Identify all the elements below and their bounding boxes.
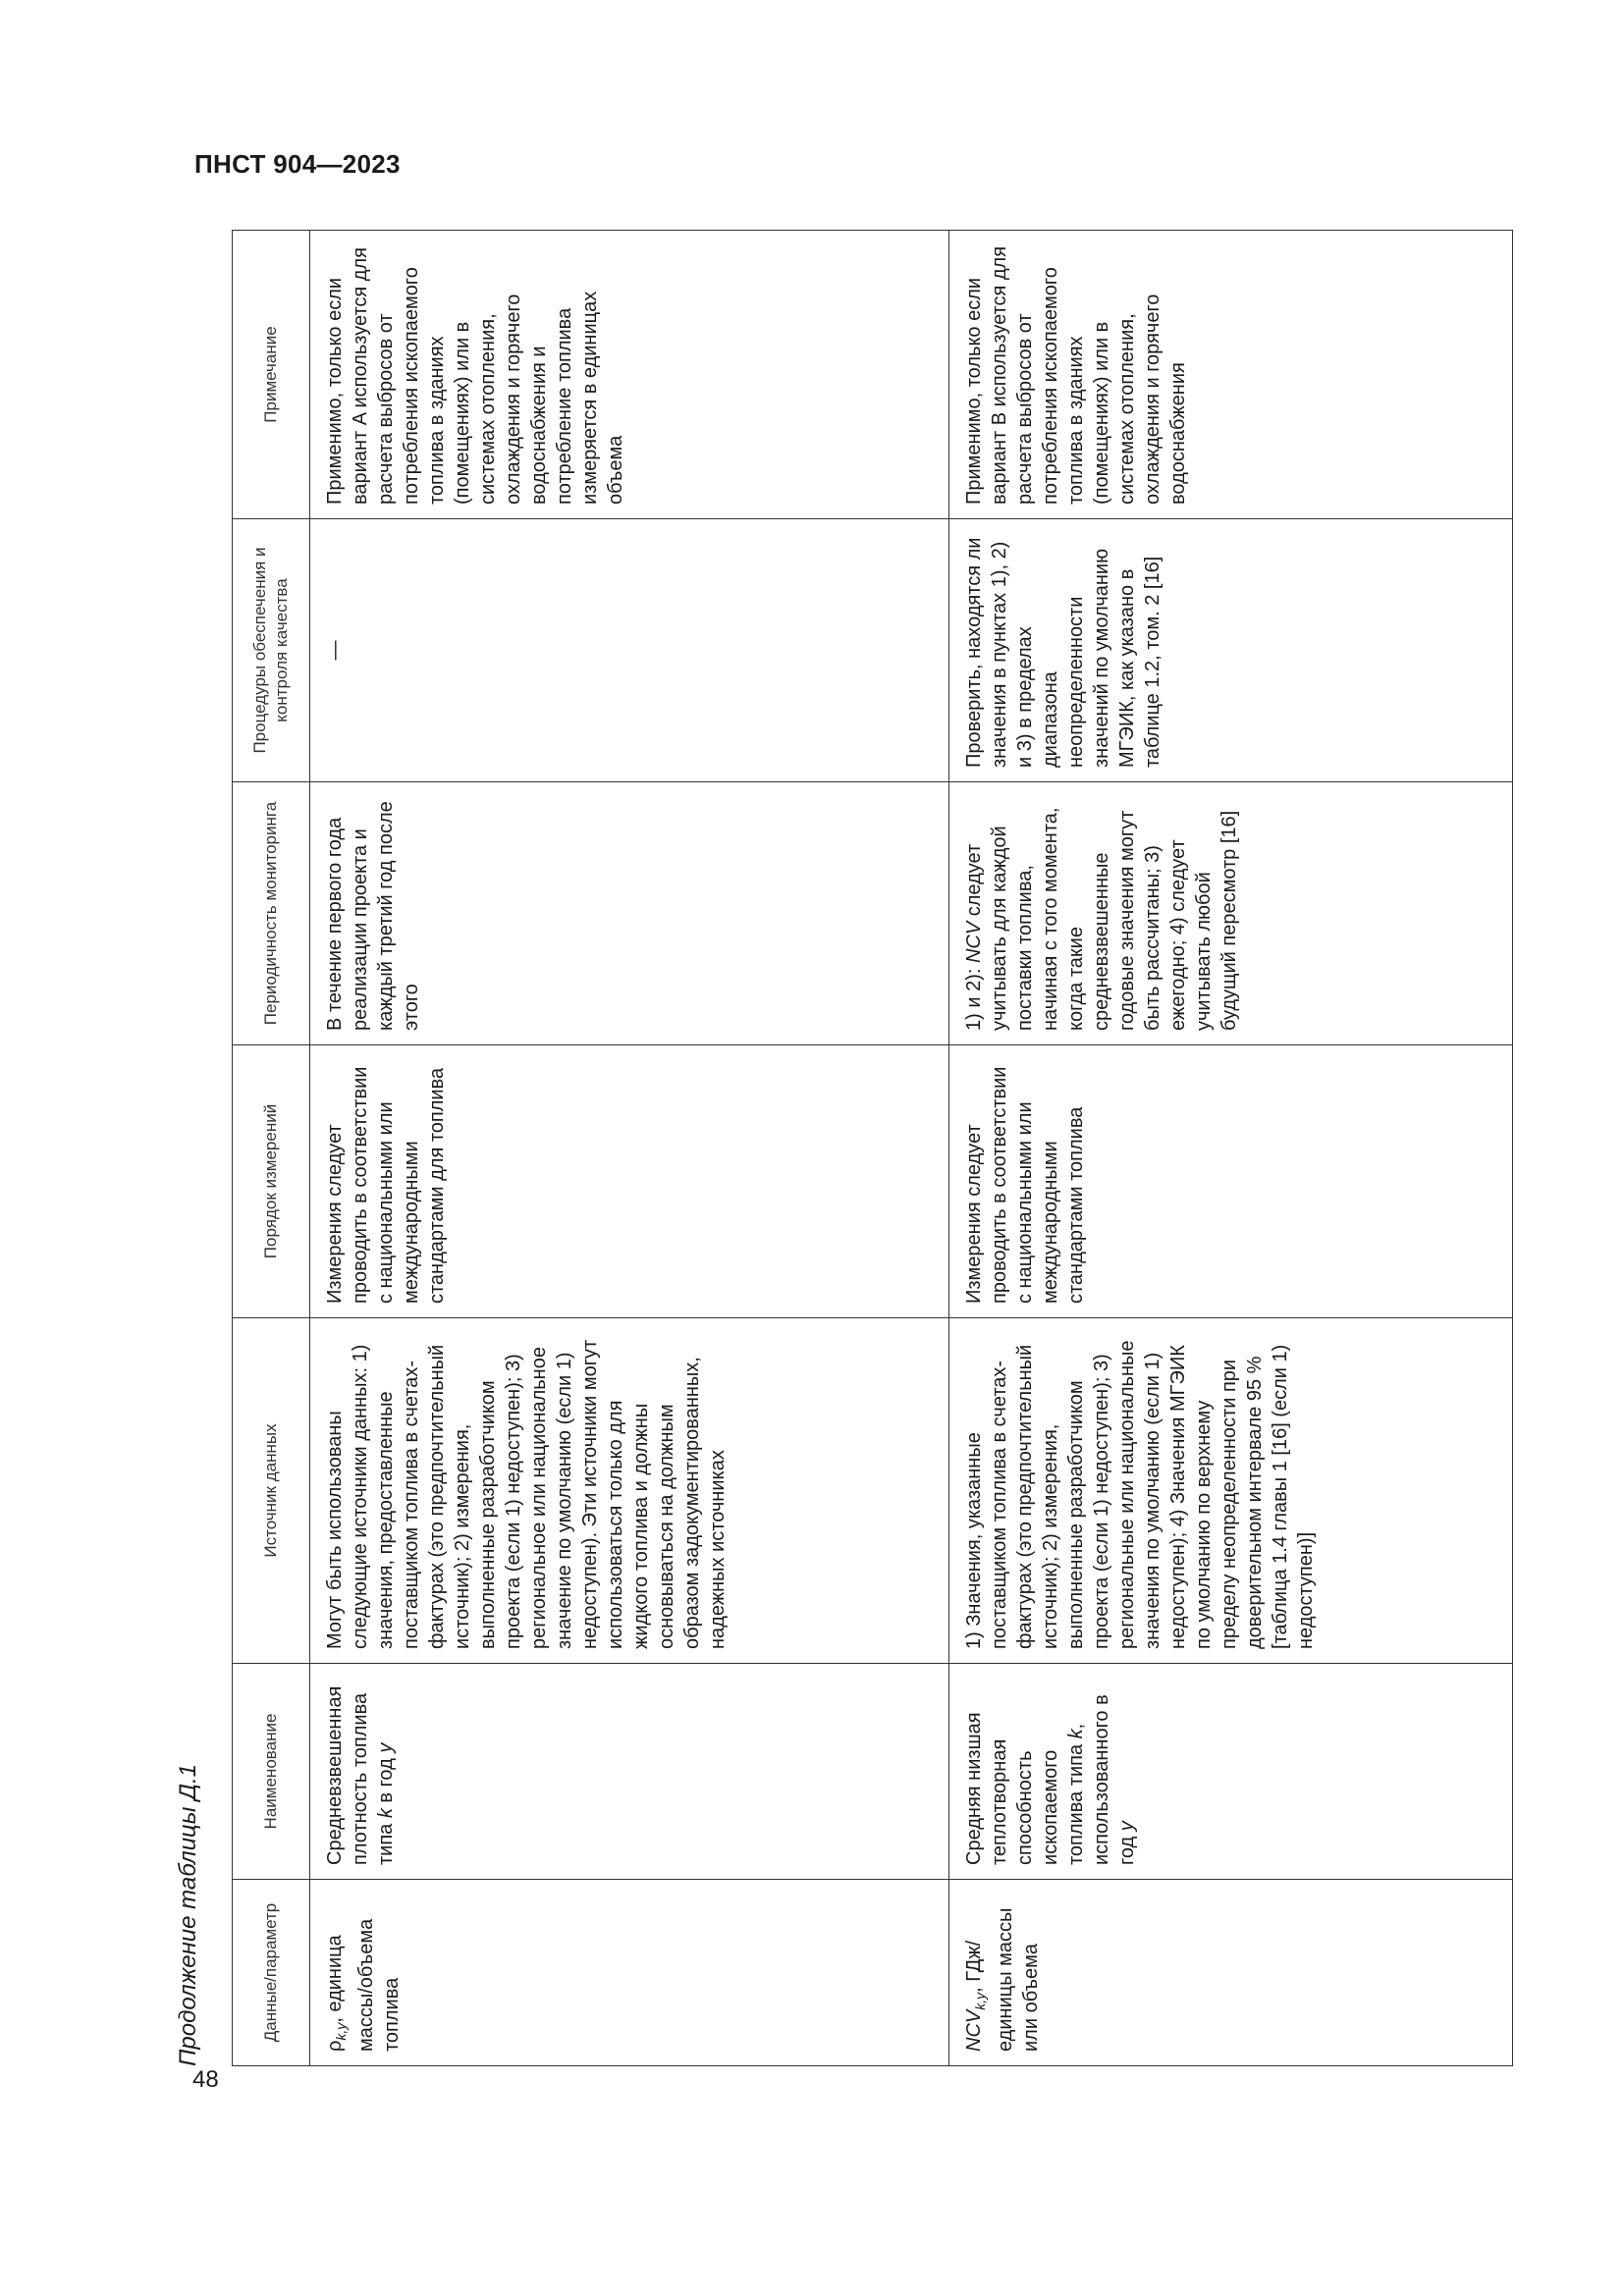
rotated-table-container (175, 231, 1513, 2066)
table-continuation-caption: Продолжение таблицы Д.1 (175, 1763, 201, 2066)
cell-name (310, 1664, 949, 1880)
name-var-y: y (1115, 1821, 1138, 1832)
column-header-note: Примечание (233, 231, 310, 519)
name-var-k: k (1064, 1729, 1087, 1739)
cell-source: 1) Значения, указанные поставщиком топлива в счетах-фактурах (это предпочтительный источник); 2) измерения, выполненные разработчиком проекта (если 1) недоступен); 3) региональные или национальные значения по умолчанию (если 1) недоступен); 4) Значения МГЭИК по умолчанию по верхнему пределу неопределенности при доверительном интервале 95 % [таблица 1.4 главы 1 [16] (если 1) недоступен)] (948, 1318, 1512, 1664)
name-var-k: k (375, 1808, 397, 1819)
table-row (310, 231, 949, 2066)
qa-dash: — (324, 640, 346, 661)
cell-qa (310, 519, 949, 782)
param-symbol: ρ (324, 2040, 346, 2052)
param-unit: , ГДж/единицы массы или объема (962, 1907, 1042, 2052)
name-var-y: y (375, 1742, 397, 1753)
name-text-mid: в год (375, 1752, 397, 1809)
column-header-source: Источник данных (233, 1318, 310, 1664)
page-number: 48 (192, 2066, 219, 2093)
cell-procedure: Измерения следует проводить в соответствии с национальными или международными стандартами топлива (948, 1045, 1512, 1318)
name-text: Средневзвешенная плотность топлива типа (324, 1685, 397, 1865)
column-header-frequency: Периодичность мониторинга (233, 782, 310, 1045)
param-symbol: NCV (962, 2009, 985, 2052)
table-row (948, 231, 1512, 2066)
param-unit: , единица массы/объема топлива (324, 1918, 403, 2052)
cell-note: Применимо, только если вариант A используется для расчета выбросов от потребления ископаемого топлива в зданиях (помещениях) или в системах отопления, охлаждения и горячего водоснабжения и потребление топлива измеряется в единицах объема (310, 231, 949, 519)
document-code: ПНСТ 904—2023 (194, 149, 401, 179)
cell-source: Могут быть использованы следующие источники данных: 1) значения, предоставленные поставщиком топлива в счетах-фактурах (это предпочтительный источник); 2) измерения, выполненные разработчиком проекта (если 1) недоступен); 3) региональное или национальное значение по умолчанию (если 1) недоступен). Эти источники могут использоваться только для жидкого топлива и должны основываться на должным образом задокументированных, надежных источниках (310, 1318, 949, 1664)
cell-parameter (948, 1880, 1512, 2066)
cell-frequency: В течение первого года реализации проекта и каждый третий год после этого (310, 782, 949, 1045)
table-header-row (233, 231, 310, 2066)
cell-qa: Проверить, находятся ли значения в пунктах 1), 2) и 3) в пределах диапазона неопределенности значений по умолчанию МГЭИК, как указано в таблице 1.2, том. 2 [16] (948, 519, 1512, 782)
param-subscript: k,y (971, 1992, 988, 2010)
cell-note: Применимо, только если вариант B используется для расчета выбросов от потребления ископаемого топлива в зданиях (помещениях) или в системах отопления, охлаждения и горячего водоснабжения (948, 231, 1512, 519)
column-header-parameter: Данные/параметр (233, 1880, 310, 2066)
frequency-text: следует учитывать для каждой поставки топлива, начиная с того момента, когда такие средневзвешенные годовые значения могут быть рассчитаны; 3) ежегодно; 4) следует учитывать любой будущий пересмотр [16] (962, 807, 1240, 1031)
cell-name (948, 1664, 1512, 1880)
frequency-ncv: NCV (962, 921, 985, 964)
cell-procedure: Измерения следует проводить в соответствии с национальными или международными стандартами для топлива (310, 1045, 949, 1318)
monitoring-parameters-table (232, 230, 1513, 2066)
name-text-mid: , использованного в год (1064, 1694, 1138, 1865)
param-subscript: k,y (333, 2022, 349, 2041)
column-header-qa: Процедуры обеспечения и контроля качества (233, 519, 310, 782)
frequency-lead: 1) и 2): (962, 963, 985, 1031)
name-text: Средняя низшая теплотворная способность ископаемого топлива типа (962, 1712, 1087, 1865)
cell-frequency (948, 782, 1512, 1045)
column-header-name: Наименование (233, 1664, 310, 1880)
column-header-procedure: Порядок измерений (233, 1045, 310, 1318)
cell-parameter (310, 1880, 949, 2066)
